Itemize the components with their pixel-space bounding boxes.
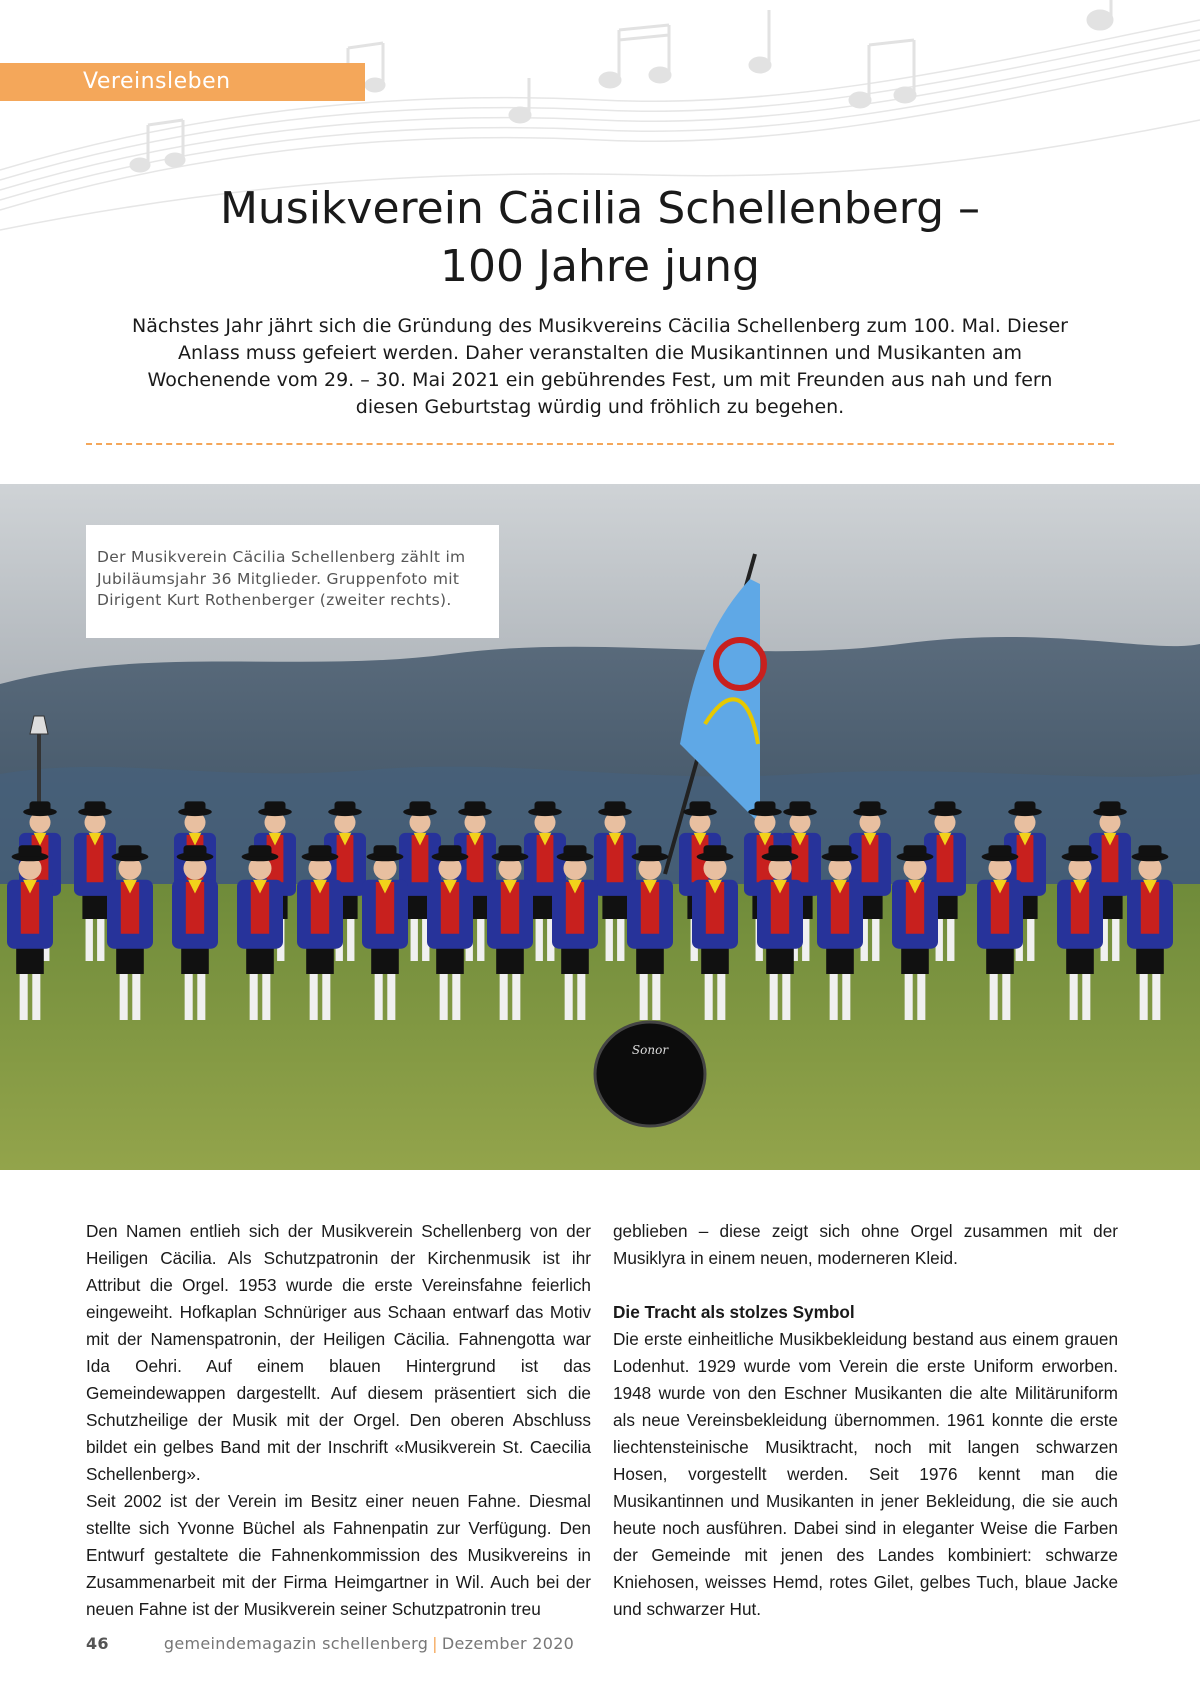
body-paragraph: Seit 2002 ist der Verein im Besitz einer neuen Fahne. Diesmal stellte sich Yvonne Büchel als Fahnenpatin zur Verfügung. Den Entwurf gestaltete die Fahnenkommission des Musikvereins in Zusammenarbeit mit der Firma Heimgartner in Wil. Auch bei der neuen Fahne ist der Musikverein seiner Schutzpatronin treu (86, 1491, 591, 1619)
issue-date: Dezember 2020 (441, 1634, 575, 1653)
article-lead: Nächstes Jahr jährt sich die Gründung des Musikvereins Cäcilia Schellenberg zum 100. Mal. Dieser Anlass muss gefeiert werden. Daher veranstalten die Musikantinnen und Musikanten am Wochenende vom 29. – 30. Mai 2021 ein gebührendes Fest, um mit Freunden aus nah und fern diesen Geburtstag würdig und fröhlich zu begehen. (132, 315, 1068, 418)
title-line-1: Musikverein Cäcilia Schellenberg – (219, 183, 981, 234)
drum-logo: Sonor (631, 1043, 669, 1057)
article-title (100, 180, 1100, 296)
page-number: 46 (86, 1634, 109, 1653)
body-column-left (86, 1218, 591, 1623)
publication-name: gemeindemagazin schellenberg (163, 1634, 429, 1653)
body-paragraph: Den Namen entlieh sich der Musikverein Schellenberg von der Heiligen Cäcilia. Als Schutzpatronin der Kirchenmusik ist ihr Attribut die Orgel. 1953 wurde die erste Vereinsfahne feierlich eingeweiht. Hofkaplan Schnüriger aus Schaan entwarf das Motiv mit der Namenspatronin, der Heiligen Cäcilia. Fahnengotta war Ida Oehri. Auf einem blauen Hintergrund ist das Gemeindewappen dargestellt. Auf diesem präsentiert sich die Schutzheilige der Musik mit der Orgel. Den oberen Abschluss bildet ein gelbes Band mit der Inschrift «Musikverein St. Caecilia Schellenberg». (86, 1221, 591, 1484)
section-label: Vereinsleben (0, 63, 365, 101)
page-footer (86, 1634, 574, 1653)
photo-caption: Der Musikverein Cäcilia Schellenberg zählt im Jubiläumsjahr 36 Mitglieder. Gruppenfoto mit Dirigent Kurt Rothenberger (zweiter rechts). (86, 525, 499, 638)
title-line-2: 100 Jahre jung (440, 241, 760, 292)
body-column-right (613, 1218, 1118, 1623)
footer-separator: | (432, 1634, 438, 1653)
body-paragraph: Die erste einheitliche Musikbekleidung bestand aus einem grauen Lodenhut. 1929 wurde vom Verein die erste Uniform erworben. 1948 wurde von den Eschner Musikanten die alte Militäruniform als neue Vereinsbekleidung übernommen. 1961 konnte die erste liechtensteinische Musiktracht, noch mit langen schwarzen Hosen, vorgestellt werden. Seit 1976 kennt man die Musikantinnen und Musikanten in jener Bekleidung, die sie auch heute noch ausführen. Dabei sind in eleganter Weise die Farben der Gemeinde mit jenen des Landes kombiniert: schwarze Kniehosen, weisses Hemd, rotes Gilet, gelbes Tuch, blaue Jacke und schwarzer Hut. (613, 1329, 1118, 1619)
subheading: Die Tracht als stolzes Symbol (613, 1302, 855, 1322)
dashed-divider (86, 443, 1114, 445)
body-paragraph: geblieben – diese zeigt sich ohne Orgel zusammen mit der Musiklyra in einem neuen, moderneren Kleid. (613, 1221, 1118, 1268)
